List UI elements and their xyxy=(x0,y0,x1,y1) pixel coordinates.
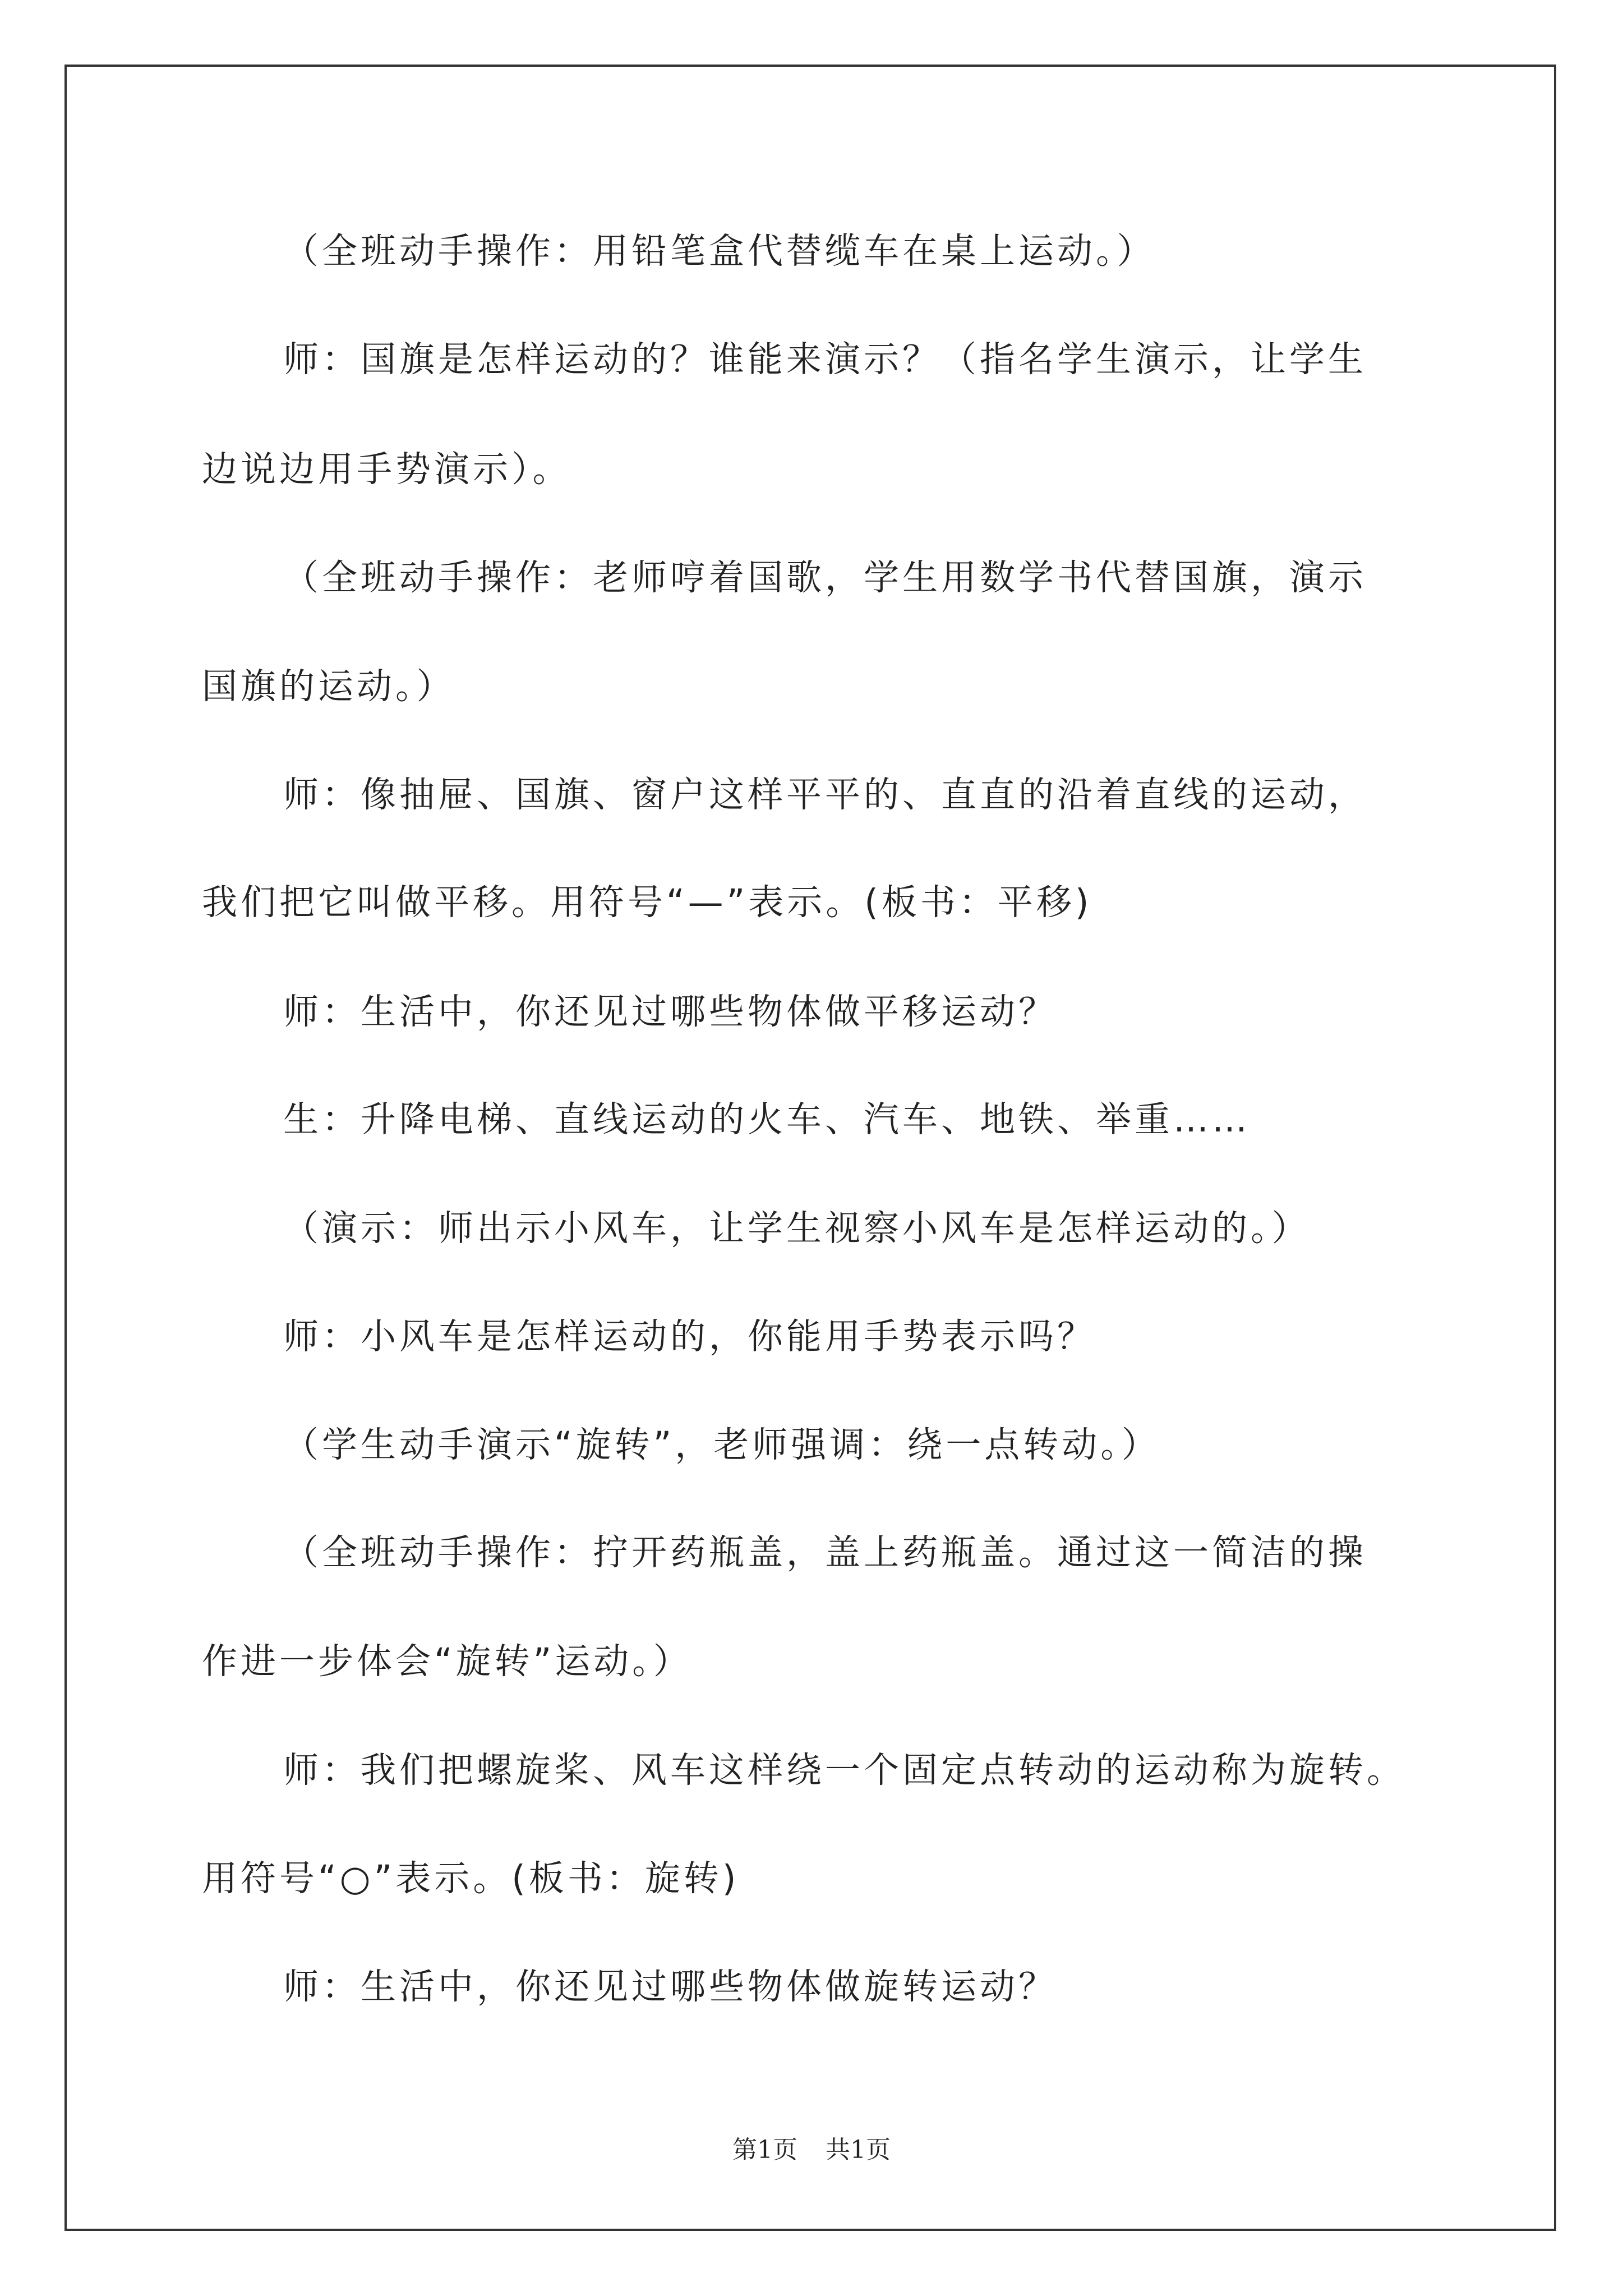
paragraph-line: 师：国旗是怎样运动的？谁能来演示？（指名学生演示，让学生 xyxy=(283,339,1367,380)
paragraph-line: 国旗的运动。） xyxy=(202,666,455,707)
page-total: 共1页 xyxy=(826,2136,891,2164)
paragraph-line: （学生动手演示“旋转”，老师强调：绕一点转动。） xyxy=(283,1424,1160,1465)
paragraph-line: （全班动手操作：用铅笔盒代替缆车在桌上运动。） xyxy=(283,231,1156,272)
paragraph-line: （全班动手操作：老师哼着国歌，学生用数学书代替国旗，演示 xyxy=(283,557,1367,598)
paragraph-line: （演示：师出示小风车，让学生视察小风车是怎样运动的。） xyxy=(283,1208,1311,1249)
page-border xyxy=(64,65,1556,2231)
paragraph-line: 师：生活中，你还见过哪些物体做平移运动？ xyxy=(283,991,1057,1032)
paragraph-line: 师：像抽屉、国旗、窗户这样平平的、直直的沿着直线的运动， xyxy=(283,774,1367,815)
paragraph-line: 用符号“○”表示。(板书：旋转) xyxy=(202,1858,740,1899)
page-footer xyxy=(0,2134,1623,2166)
paragraph-line: 边说边用手势演示）。 xyxy=(202,449,571,490)
paragraph-line: 作进一步体会“旋转”运动。） xyxy=(202,1641,692,1682)
paragraph-line: 师：我们把螺旋桨、风车这样绕一个固定点转动的运动称为旋转。 xyxy=(283,1750,1405,1791)
paragraph-line: 师：小风车是怎样运动的，你能用手势表示吗？ xyxy=(283,1316,1096,1357)
paragraph-line: 师：生活中，你还见过哪些物体做旋转运动？ xyxy=(283,1966,1057,2007)
paragraph-line: 生：升降电梯、直线运动的火车、汽车、地铁、举重…… xyxy=(283,1099,1251,1140)
paragraph-line: 我们把它叫做平移。用符号“—”表示。(板书：平移) xyxy=(202,882,1092,923)
page-number: 第1页 xyxy=(732,2136,797,2164)
paragraph-line: （全班动手操作：拧开药瓶盖，盖上药瓶盖。通过这一简洁的操 xyxy=(283,1532,1367,1573)
